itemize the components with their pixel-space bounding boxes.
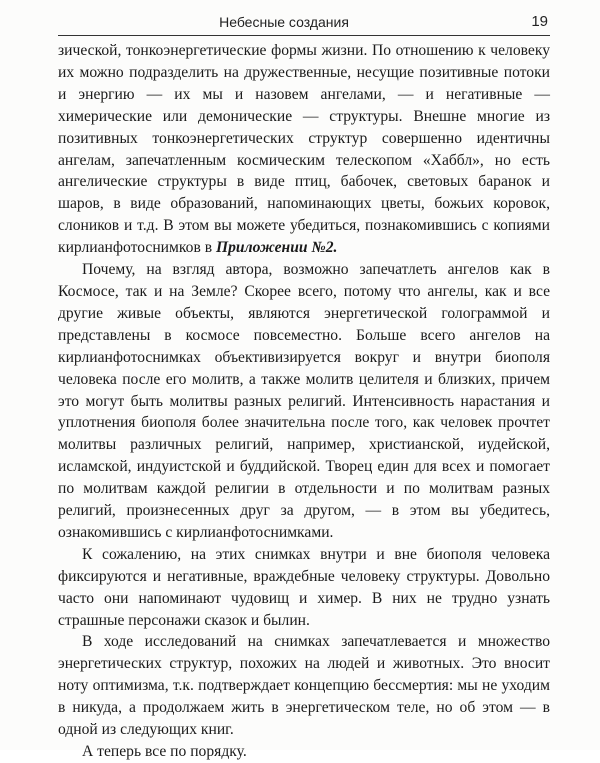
paragraph-5: А теперь все по порядку. — [82, 743, 247, 760]
appendix-reference: Приложении №2. — [215, 239, 338, 257]
paragraph-3: К сожалению, на этих снимках внутри и вне биополя человека фиксируются и негативные, враждебные человеку структуры. Довольно часто они напоминают чудовищ и химер. В них не трудно узнать страшные персонажи сказок и былин. — [58, 545, 550, 629]
running-title: Небесные создания — [219, 14, 349, 30]
header-rule — [58, 35, 550, 36]
paragraph-2: Почему, на взгляд автора, возможно запечатлеть ангелов как в Космосе, так и на Земле? Скорее всего, потому что ангелы, как и все другие живые объекты, являются энергетической голограммой и представлены в космосе повсеместно. Больше всего ангелов на кирлианфотоснимках объективизируется вокруг и внутри биополя человека после его молитв, а также молитв целителя и близких, причем это могут быть молитвы разных религий. Интенсивность нарастания и уплотнения биополя более значительна после того, как человек прочтет молитвы различных религий, например, христианской, иудейской, исламской, индуистской и буддийской. Творец един для всех и помогает по молитвам каждой религии в отдельности и по молитвам разных религий, произнесенных друг за другом, — в этом вы убедитесь, ознакомившись с кирлианфотоснимками. — [58, 261, 550, 541]
paragraph-4: В ходе исследований на снимках запечатлевается и множество энергетических структур, похожих на людей и животных. Это вносит ноту оптимизма, т.к. подтверждает концепцию бессмертия: мы не уходим в никуда, а продолжаем жить в энергетическом теле, но об этом — в одной из следующих книг. — [58, 633, 550, 739]
paragraph-1 — [58, 40, 550, 259]
page-number: 19 — [531, 13, 548, 30]
running-header — [58, 12, 550, 34]
body-text — [58, 40, 550, 763]
paragraph-1-text: зической, тонкоэнергетические формы жизни. По отношению к человеку их можно подразделить на дружественные, несущие позитивные потоки и энергию — их мы и назовем ангелами, — и негативные — химерические или демонические — структуры. Внешне многие из позитивных тонкоэнергетических структур совершенно идентичны ангелам, запечатленным космическим телескопом «Хаббл», но есть ангелические структуры в виде птиц, бабочек, световых баранок и шаров, в виде образований, напоминающих цветы, божьих коровок, слоников и т.д. В этом вы можете убедиться, познакомившись с копиями кирлианфотоснимков в — [58, 42, 550, 257]
